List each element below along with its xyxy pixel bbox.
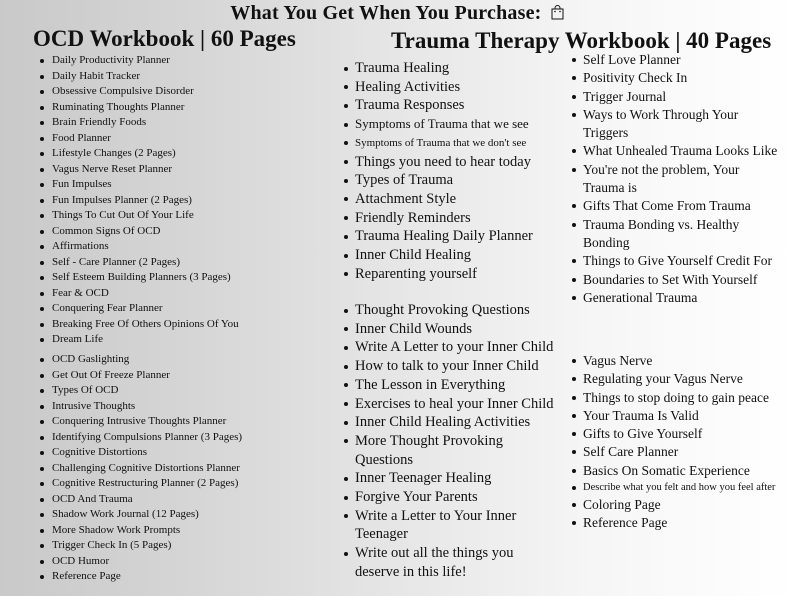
trauma-list-mid-2 (355, 301, 554, 582)
list-item: Conquering Fear Planner (52, 301, 239, 317)
trauma-workbook-heading: Trauma Therapy Workbook | 40 Pages (391, 28, 772, 53)
list-item: Cognitive Restructuring Planner (2 Pages) (52, 476, 242, 492)
trauma-list-right-1 (583, 51, 783, 307)
list-item: Dream Life (52, 332, 239, 348)
list-item: Positivity Check In (583, 69, 783, 87)
list-item: Inner Child Healing (355, 246, 533, 265)
list-item: Things to Give Yourself Credit For (583, 252, 783, 270)
list-item: OCD Gaslighting (52, 352, 242, 368)
list-item: Trigger Check In (5 Pages) (52, 538, 242, 554)
list-item: What Unhealed Trauma Looks Like (583, 142, 783, 160)
list-item: Vagus Nerve Reset Planner (52, 162, 239, 178)
list-item: You're not the problem, Your Trauma is (583, 161, 783, 198)
list-item: Fear & OCD (52, 286, 239, 302)
list-item: Challenging Cognitive Distortions Planner (52, 461, 242, 477)
list-item: Self Care Planner (583, 443, 788, 461)
page-title-text: What You Get When You Purchase: (230, 2, 542, 24)
list-item: Write a Letter to Your Inner Teenager (355, 507, 535, 544)
list-item: Trigger Journal (583, 88, 783, 106)
list-item: More Thought Provoking Questions (355, 432, 535, 469)
list-item: Obsessive Compulsive Disorder (52, 84, 239, 100)
list-item: Self Love Planner (583, 51, 783, 69)
list-item: Ruminating Thoughts Planner (52, 100, 239, 116)
list-item: Attachment Style (355, 190, 533, 209)
list-item: Fun Impulses (52, 177, 239, 193)
list-item: Your Trauma Is Valid (583, 407, 788, 425)
shopping-bag-icon (551, 3, 564, 26)
list-item: Symptoms of Trauma that we don't see (355, 134, 533, 153)
list-item: Self Esteem Building Planners (3 Pages) (52, 270, 239, 286)
ocd-list-2 (52, 352, 242, 585)
list-item: Fun Impulses Planner (2 Pages) (52, 193, 239, 209)
list-item: Daily Habit Tracker (52, 69, 239, 85)
list-item: Trauma Bonding vs. Healthy Bonding (583, 216, 783, 253)
list-item: Reference Page (52, 569, 242, 585)
list-item: Gifts That Come From Trauma (583, 197, 783, 215)
list-item: Coloring Page (583, 496, 788, 514)
list-item: How to talk to your Inner Child (355, 357, 554, 376)
trauma-list-mid-1 (355, 59, 533, 283)
list-item: Affirmations (52, 239, 239, 255)
list-item: Daily Productivity Planner (52, 53, 239, 69)
list-item: Identifying Compulsions Planner (3 Pages) (52, 430, 242, 446)
list-item: The Lesson in Everything (355, 376, 554, 395)
list-item: Basics On Somatic Experience (583, 462, 788, 480)
list-item: Inner Child Wounds (355, 320, 554, 339)
list-item: Generational Trauma (583, 289, 783, 307)
ocd-workbook-heading: OCD Workbook | 60 Pages (33, 26, 296, 51)
list-item: Inner Child Healing Activities (355, 413, 554, 432)
list-item: Friendly Reminders (355, 209, 533, 228)
list-item: Self - Care Planner (2 Pages) (52, 255, 239, 271)
list-item: Common Signs Of OCD (52, 224, 239, 240)
list-item: Thought Provoking Questions (355, 301, 554, 320)
list-item: Symptoms of Trauma that we see (355, 115, 533, 134)
list-item: Things To Cut Out Of Your Life (52, 208, 239, 224)
trauma-list-right-2 (583, 352, 788, 532)
list-item: Write out all the things you deserve in this life! (355, 544, 535, 581)
list-item: Gifts to Give Yourself (583, 425, 788, 443)
list-item: Things you need to hear today (355, 153, 531, 170)
list-item: Exercises to heal your Inner Child (355, 395, 554, 412)
list-item: Trauma Healing Daily Planner (355, 228, 533, 245)
list-item: Get Out Of Freeze Planner (52, 368, 242, 384)
list-item: OCD And Trauma (52, 492, 242, 508)
list-item: Lifestyle Changes (2 Pages) (52, 146, 239, 162)
list-item: Conquering Intrusive Thoughts Planner (52, 414, 242, 430)
list-item: Things to stop doing to gain peace (583, 389, 788, 407)
list-item: Write A Letter to your Inner Child (355, 339, 554, 356)
page-title (0, 2, 794, 26)
list-item: Describe what you felt and how you feel after (583, 480, 788, 496)
list-item: Forgive Your Parents (355, 488, 554, 507)
ocd-list-1 (52, 53, 239, 348)
list-item: Types Of OCD (52, 383, 242, 399)
list-item: Cognitive Distortions (52, 445, 242, 461)
list-item: Brain Friendly Foods (52, 115, 239, 131)
list-item: Healing Activities (355, 78, 533, 97)
list-item: Shadow Work Journal (12 Pages) (52, 507, 242, 523)
list-item: OCD Humor (52, 554, 242, 570)
list-item: Ways to Work Through Your Triggers (583, 106, 783, 143)
list-item: Reparenting yourself (355, 265, 533, 284)
list-item: Boundaries to Set With Yourself (583, 271, 783, 289)
list-item: Food Planner (52, 131, 239, 147)
list-item: Trauma Healing (355, 59, 533, 78)
list-item: Vagus Nerve (583, 352, 788, 370)
list-item: More Shadow Work Prompts (52, 523, 242, 539)
list-item: Regulating your Vagus Nerve (583, 370, 788, 388)
list-item: Intrusive Thoughts (52, 399, 242, 415)
list-item: Breaking Free Of Others Opinions Of You (52, 317, 239, 333)
list-item: Inner Teenager Healing (355, 469, 554, 488)
list-item: Trauma Responses (355, 96, 533, 115)
list-item: Types of Trauma (355, 171, 533, 190)
list-item: Reference Page (583, 514, 788, 532)
